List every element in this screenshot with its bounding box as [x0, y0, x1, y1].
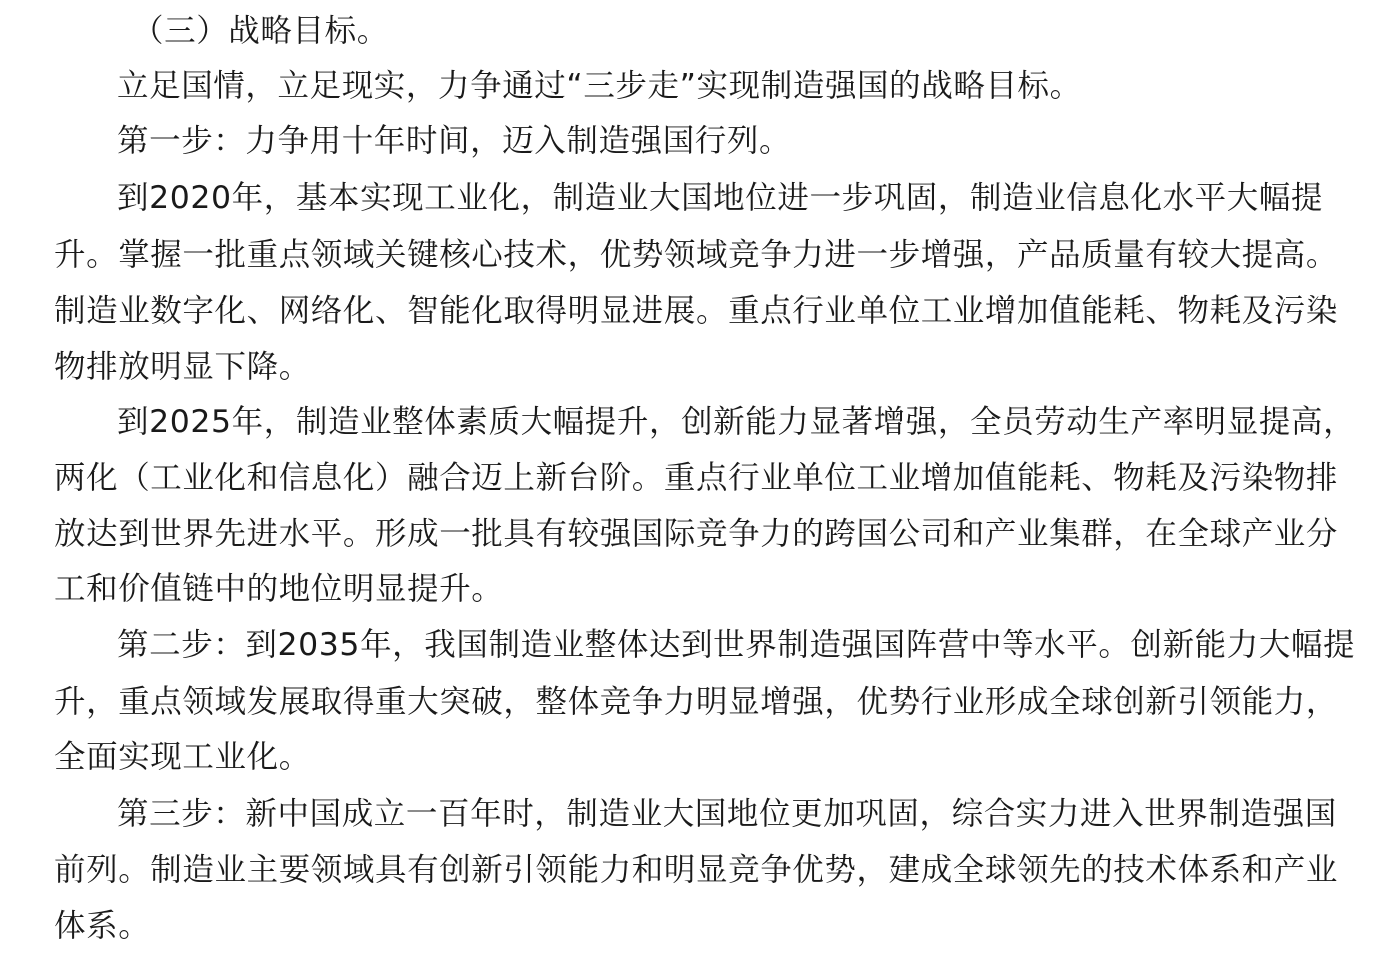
- step-one-heading-line: 第一步：力争用十年时间，迈入制造强国行列。: [117, 123, 792, 159]
- section-heading: （三）战略目标。: [132, 13, 389, 49]
- paragraph-intro-line: 立足国情，立足现实，力争通过“三步走”实现制造强国的战略目标。: [117, 68, 1082, 104]
- goal-2020-line-4: 物排放明显下降。: [54, 349, 311, 385]
- goal-2025-line-1: 到2025年，制造业整体素质大幅提升，创新能力显著增强，全员劳动生产率明显提高，: [117, 404, 1356, 440]
- step-two-line-1: 第二步：到2035年，我国制造业整体达到世界制造强国阵营中等水平。创新能力大幅提: [117, 627, 1356, 663]
- goal-2025-line-3: 放达到世界先进水平。形成一批具有较强国际竞争力的跨国公司和产业集群，在全球产业分: [54, 516, 1339, 552]
- step-two-line-3: 全面实现工业化。: [54, 739, 311, 775]
- step-three-line-3: 体系。: [54, 908, 151, 944]
- goal-2020-line-1: 到2020年，基本实现工业化，制造业大国地位进一步巩固，制造业信息化水平大幅提: [117, 180, 1324, 216]
- goal-2020-line-2: 升。掌握一批重点领域关键核心技术，优势领域竞争力进一步增强，产品质量有较大提高。: [54, 237, 1339, 273]
- step-three-line-2: 前列。制造业主要领域具有创新引领能力和明显竞争优势，建成全球领先的技术体系和产业: [54, 852, 1339, 888]
- goal-2025-line-2: 两化（工业化和信息化）融合迈上新台阶。重点行业单位工业增加值能耗、物耗及污染物排: [54, 460, 1339, 496]
- goal-2020-line-3: 制造业数字化、网络化、智能化取得明显进展。重点行业单位工业增加值能耗、物耗及污染: [54, 293, 1339, 329]
- step-three-line-1: 第三步：新中国成立一百年时，制造业大国地位更加巩固，综合实力进入世界制造强国: [117, 796, 1337, 832]
- step-two-line-2: 升，重点领域发展取得重大突破，整体竞争力明显增强，优势行业形成全球创新引领能力，: [54, 684, 1339, 720]
- goal-2025-line-4: 工和价值链中的地位明显提升。: [54, 571, 504, 607]
